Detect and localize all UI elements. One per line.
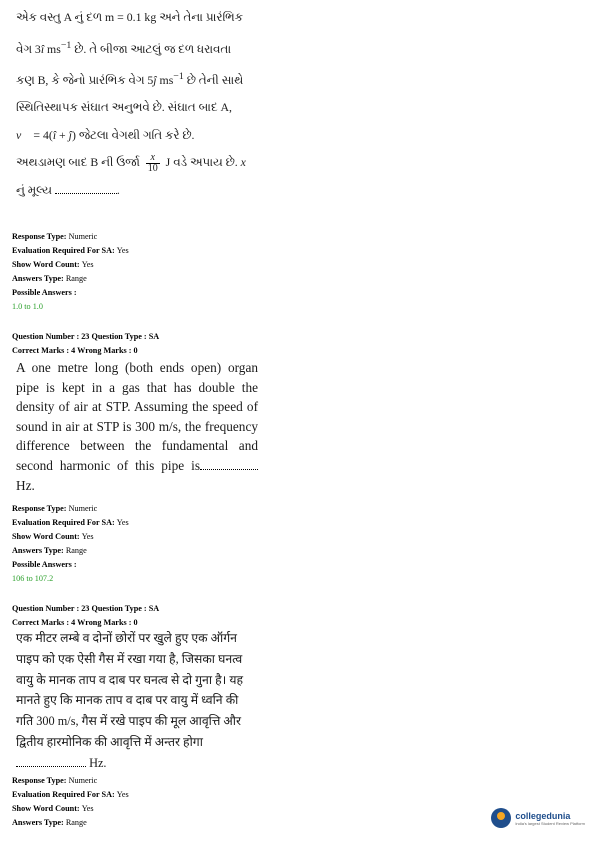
q1-line-6: અથડામણ બાદ B ની ઉર્જા $\frac{x}{10}$ J વડે અપાય છે. x — [16, 152, 246, 175]
energy-fraction: $\frac{x}{10}$ — [147, 152, 158, 175]
question-3-text: एक मीटर लम्बे व दोनों छोरों पर खुले हुए एक ऑर्गन पाइप को एक ऐसी गैस में रखा गया है, जिसका घनत्व वायु के मानक ताप व दाब पर घनत्व से दो गुना है। यह मानते हुए कि मानक ताप व दाब पर वायु में ध्वनि की गति 300 m/s, गैस में रखे पाइप की मूल आवृत्ति और द्वितीय हारमोनिक की आवृत्ति में अन्तर होगा Hz. — [16, 631, 244, 770]
answer-blank — [16, 766, 86, 767]
question-1-metadata: Response Type: Numeric Evaluation Required For SA: Yes Show Word Count: Yes Answers Type: Range Possible Answers : 1.0 to 1.0 — [12, 230, 129, 314]
question-marks: Correct Marks : 4 Wrong Marks : 0 — [12, 617, 138, 627]
q1-line-4: સ્થિતિસ્થાપક સંઘાત અનુભવે છે. સંઘાત બાદ A, — [16, 100, 232, 115]
q1-line-3: કણ B, કે જેનો પ્રારંભિક વેગ 5ĵ $ms^{-1}$ છે તેની સાથે — [16, 70, 244, 87]
question-3-metadata: Response Type: Numeric Evaluation Required For SA: Yes Show Word Count: Yes Answers Type: Range — [12, 776, 129, 827]
logo-tagline: India's largest Student Review Platform — [515, 820, 585, 826]
collegedunia-logo — [491, 808, 585, 828]
answer-blank — [200, 469, 258, 470]
possible-answer: 106 to 107.2 — [12, 574, 54, 583]
question-2-header — [12, 330, 159, 358]
question-number: Question Number : 23 Question Type : SA — [12, 604, 160, 613]
q1-line-2: વેગ 3î $ms^{-1}$ છે. તે બીજા આટલું જ દળ ધરાવતા — [16, 39, 232, 56]
question-2-text: A one metre long (both ends open) organ pipe is kept in a gas that has double the density of air at STP. Assuming the speed of sound in air at STP is 300 m/s, the frequency difference between the fundamental and second harmonic of this pipe is Hz. — [16, 360, 258, 493]
logo-name: collegedunia — [515, 810, 571, 821]
question-2-metadata: Response Type: Numeric Evaluation Required For SA: Yes Show Word Count: Yes Answers Type: Range Possible Answers : 106 to 107.2 — [12, 502, 129, 586]
q1-line-1: એક વસ્તુ A નું દળ m = 0.1 kg અને તેના પ્રારંભિક — [16, 10, 243, 24]
collegedunia-logo-icon — [491, 808, 511, 828]
q1-line-5: v⃗ = 4(î + ĵ) જેટલા વેગથી ગતિ કરે છે. — [16, 127, 195, 142]
possible-answer: 1.0 to 1.0 — [12, 302, 43, 311]
q1-line-7: નું મૂલ્ય . — [16, 182, 120, 197]
question-1-text — [16, 4, 258, 204]
question-3-header — [12, 602, 159, 630]
question-marks: Correct Marks : 4 Wrong Marks : 0 — [12, 345, 138, 355]
question-number: Question Number : 23 Question Type : SA — [12, 332, 160, 341]
answer-blank — [55, 193, 117, 194]
